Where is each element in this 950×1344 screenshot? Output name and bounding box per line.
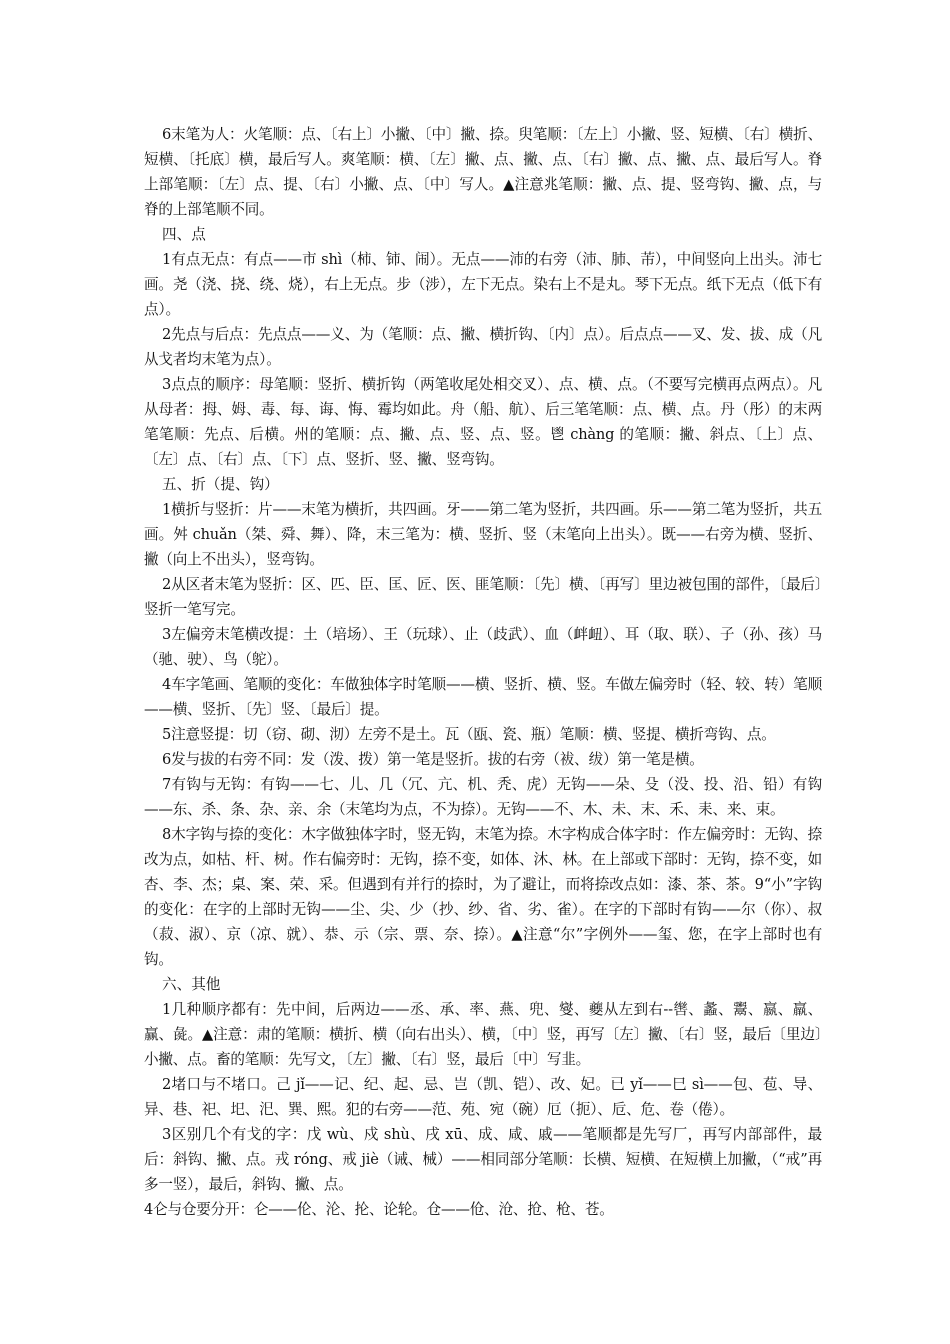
document-page <box>144 122 822 1222</box>
paragraph: 2先点与后点：先点点——义、为（笔顺：点、撇、横折钩、〔内〕点）。后点点——叉、发、拔、成（凡从戈者均末笔为点）。 <box>144 326 822 368</box>
paragraph: 1几种顺序都有：先中间，后两边——丞、承、率、燕、兜、燮、夔从左到右--辔、蠡、鬻、嬴、羸、赢、彘。▲注意：肃的笔顺：横折、横（向右出头）、横，〔中〕竖，再写〔左〕撇、〔右〕竖，最后〔里边〕小撇、点。畜的笔顺：先写文，〔左〕撇、〔右〕竖，最后〔中〕写韭。 <box>144 1001 822 1068</box>
paragraph: 1横折与竖折：片——末笔为横折，共四画。牙——第二笔为竖折，共四画。乐——第二笔为竖折，共五画。舛 chuǎn（桀、舜、舞）、降，末三笔为：横、竖折、竖（末笔向上出头）。既——右旁为横、竖折、撇（向上不出头），竖弯钩。 <box>144 501 822 568</box>
paragraph: 2堵口与不堵口。己 jǐ——记、纪、起、忌、岂（凯、铠）、改、妃。已 yǐ——巳 sì——包、苞、导、异、巷、祀、圯、汜、巽、熙。犯的右旁——范、苑、宛（碗）厄（扼）、卮、危、卷（倦）。 <box>144 1076 822 1118</box>
paragraph: 7有钩与无钩：有钩——七、儿、几（冗、亢、机、秃、虎）无钩——朵、殳（没、投、沿、铅）有钩——东、杀、条、杂、亲、余（末笔均为点，不为捺）。无钩——不、木、未、末、禾、耒、来、束。 <box>144 776 822 818</box>
paragraph: 2从区者末笔为竖折：区、匹、臣、匡、匠、医、匪笔顺：〔先〕横、〔再写〕里边被包围的部件，〔最后〕竖折一笔写完。 <box>144 576 822 618</box>
paragraph: 6发与拔的右旁不同：发（泼、拨）第一笔是竖折。拔的右旁（袚、绂）第一笔是横。 <box>162 751 704 768</box>
paragraph: 1有点无点：有点——市 shì（柿、铈、闹）。无点——沛的右旁（沛、肺、芾），中间竖向上出头。沛七画。尧（浇、挠、绕、烧），右上无点。步（涉），左下无点。染右上不是丸。琴下无点。纸下无点（低下有点）。 <box>144 251 822 318</box>
paragraph: 8木字钩与捺的变化：木字做独体字时，竖无钩，末笔为捺。木字构成合体字时：作左偏旁时：无钩、捺改为点，如枯、杆、树。作右偏旁时：无钩，捺不变，如体、沐、林。在上部或下部时：无钩，捺不变，如杏、李、杰；桌、案、荣、采。但遇到有并行的捺时，为了避让，而将捺改点如：漆、茶、茶。9“小”字钩的变化：在字的上部时无钩——尘、尖、少（抄、纱、省、劣、雀）。在字的下部时有钩——尔（你）、叔（菽、淑）、京（凉、就）、恭、示（宗、票、奈、捺）。▲注意“尔”字例外——玺、您，在字上部时也有钩。 <box>144 826 822 968</box>
paragraph: 3区别几个有戈的字：戊 wù、戍 shù、戌 xū、成、咸、戚——笔顺都是先写厂，再写内部部件，最后：斜钩、撇、点。戎 róng、戒 jiè（诫、械）——相同部分笔顺：长横、短横、在短横上加撇，（“戒”再多一竖），最后，斜钩、撇、点。 <box>144 1126 822 1193</box>
section-heading: 六、其他 <box>162 976 221 993</box>
paragraph: 3点点的顺序：母笔顺：竖折、横折钩（两笔收尾处相交叉）、点、横、点。（不要写完横再点两点）。凡从母者：拇、姆、毒、每、诲、悔、霉均如此。舟（船、航）、后三笔笔顺：点、横、点。丹（彤）的末两笔笔顺：先点、后横。州的笔顺：点、撇、点、竖、点、竖。鬯 chàng 的笔顺：撇、斜点、〔上〕点、〔左〕点、〔右〕点、〔下〕点、竖折、竖、撇、竖弯钩。 <box>144 376 822 468</box>
paragraph: 4车字笔画、笔顺的变化：车做独体字时笔顺——横、竖折、横、竖。车做左偏旁时（轻、较、转）笔顺——横、竖折、〔先〕竖、〔最后〕提。 <box>144 676 822 718</box>
paragraph: 3左偏旁末笔横改提：土（培场）、王（玩球）、止（歧武）、血（衅衄）、耳（取、联）、子（孙、孩）马（驰、驶）、鸟（鸵）。 <box>144 626 822 668</box>
paragraph: 4仑与仓要分开：仑——伦、沦、抡、论轮。仓——伧、沧、抢、枪、苍。 <box>144 1201 614 1218</box>
paragraph: 5注意竖提：切（窃、砌、沏）左旁不是土。瓦（瓯、瓷、瓶）笔顺：横、竖提、横折弯钩、点。 <box>162 726 776 743</box>
section-heading: 五、折（提、钩） <box>162 476 279 493</box>
section-heading: 四、点 <box>162 226 206 243</box>
paragraph: 6末笔为人：火笔顺：点、〔右上〕小撇、〔中〕撇、捺。臾笔顺：〔左上〕小撇、竖、短横、〔右〕横折、短横、〔托底〕横，最后写人。爽笔顺：横、〔左〕撇、点、撇、点、〔右〕撇、点、撇、点、最后写人。脊上部笔顺：〔左〕点、提、〔右〕小撇、点、〔中〕写人。▲注意兆笔顺：撇、点、提、竖弯钩、撇、点，与脊的上部笔顺不同。 <box>144 126 822 218</box>
